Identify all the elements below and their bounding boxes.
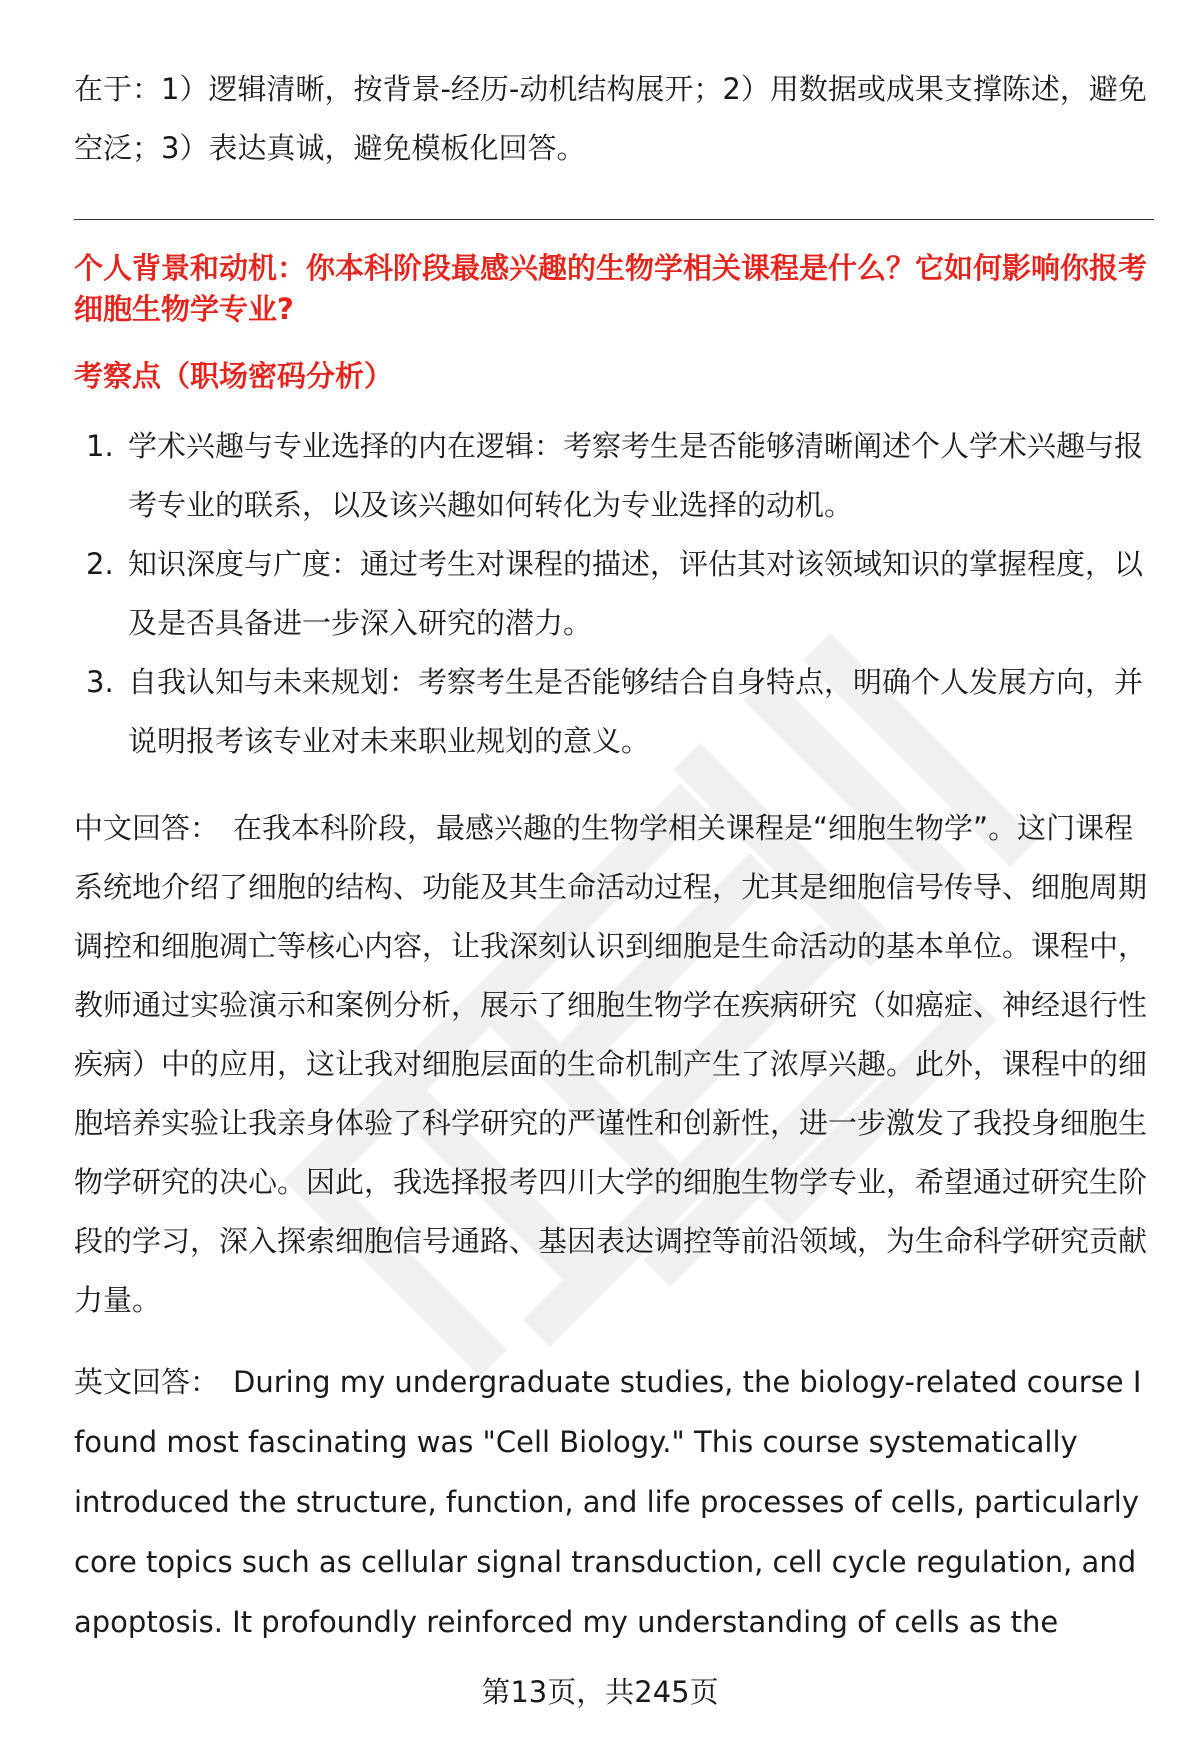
list-item-text: 学术兴趣与专业选择的内在逻辑：考察考生是否能够清晰阐述个人学术兴趣与报考专业的联系，以及该兴趣如何转化为专业选择的动机。 [128,429,1144,522]
page-content [74,60,1154,1652]
page-footer: 第13页，共245页 [481,1675,719,1709]
english-answer-text: During my undergraduate studies, the biology-related course I found most fascinating was "Cell Biology." This course systematically introduced the structure, function, and life processes of cells, particularly core topics such as cellular signal transduction, cell cycle regulation, and apoptosis. It profoundly reinforced my understanding of cells as the [74,1365,1142,1639]
question-heading: 个人背景和动机：你本科阶段最感兴趣的生物学相关课程是什么？它如何影响你报考细胞生物学专业? [74,251,1148,326]
analysis-item-3 [74,653,1154,771]
chinese-answer [74,799,1154,1330]
section-divider [74,219,1154,220]
chinese-answer-text: 在我本科阶段，最感兴趣的生物学相关课程是“细胞生物学”。这门课程系统地介绍了细胞的结构、功能及其生命活动过程，尤其是细胞信号传导、细胞周期调控和细胞凋亡等核心内容，让我深刻认识到细胞是生命活动的基本单位。课程中，教师通过实验演示和案例分析，展示了细胞生物学在疾病研究（如癌症、神经退行性疾病）中的应用，这让我对细胞层面的生命机制产生了浓厚兴趣。此外，课程中的细胞培养实验让我亲身体验了科学研究的严谨性和创新性，进一步激发了我投身细胞生物学研究的决心。因此，我选择报考四川大学的细胞生物学专业，希望通过研究生阶段的学习，深入探索细胞信号通路、基因表达调控等前沿领域，为生命科学研究贡献力量。 [74,811,1148,1317]
list-item-text: 自我认知与未来规划：考察考生是否能够结合自身特点，明确个人发展方向，并说明报考该专业对未来职业规划的意义。 [128,665,1144,758]
analysis-title: 考察点（职场密码分析） [74,359,394,393]
english-answer-label: 英文回答： [74,1365,220,1399]
list-number: 1. [86,429,114,463]
list-item-text: 知识深度与广度：通过考生对课程的描述，评估其对该领域知识的掌握程度，以及是否具备进一步深入研究的潜力。 [128,547,1144,640]
english-answer [74,1352,1154,1652]
chinese-answer-label: 中文回答： [74,811,220,845]
analysis-item-1 [74,417,1154,535]
list-number: 2. [86,547,114,581]
intro-paragraph: 在于：1）逻辑清晰，按背景-经历-动机结构展开；2）用数据或成果支撑陈述，避免空泛；3）表达真诚，避免模板化回答。 [74,72,1147,165]
analysis-list [74,417,1154,771]
list-number: 3. [86,665,114,699]
analysis-item-2 [74,535,1154,653]
